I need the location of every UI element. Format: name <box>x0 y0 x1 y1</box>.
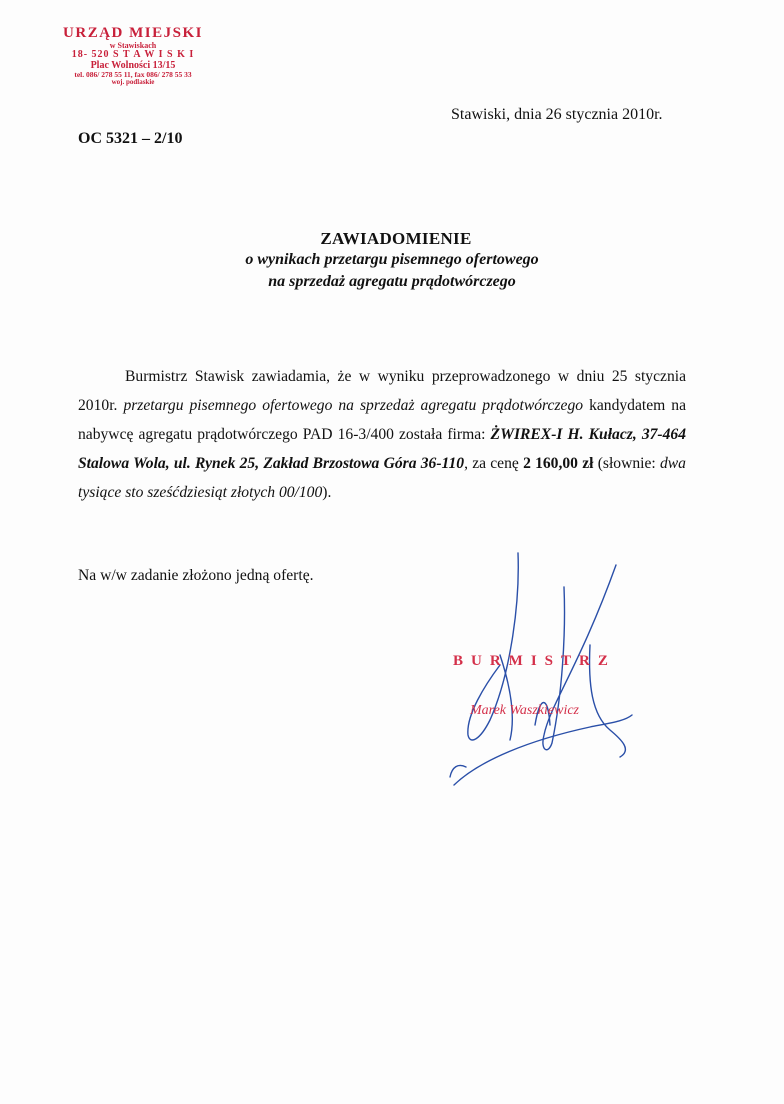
body-price: 2 160,00 zł <box>523 455 594 472</box>
body-price-words: dwa tysiące sto sześćdziesiąt złotych 00/100 <box>78 455 686 501</box>
stamp-location: w Stawiskach <box>109 40 157 50</box>
body-words-label: (słownie: <box>597 455 656 472</box>
document-title-block <box>0 229 784 293</box>
body-candidate: kandydatem na nabywcę agregatu prądotwórczego PAD 16-3/400 została firma: <box>78 397 687 443</box>
offer-note: Na w/w zadanie złożono jedną ofertę. <box>78 567 314 584</box>
document-subtitle-line2: na sprzedaż agregatu prądotwórczego <box>268 273 516 290</box>
body-tender-type: przetargu pisemnego ofertowego na sprzedaż agregatu prądotwórczego <box>123 397 584 414</box>
handwritten-signature <box>440 545 640 795</box>
document-title: ZAWIADOMIENIE <box>320 229 472 248</box>
notice-body <box>78 362 686 507</box>
document-subtitle-line1: o wynikach przetargu pisemnego ofertowego <box>245 251 539 268</box>
stamp-phone-fax: tel. 086/ 278 55 11, fax 086/ 278 55 33 <box>74 70 192 80</box>
office-stamp <box>28 26 238 86</box>
body-company: ŻWIREX-I H. Kułacz, 37-464 Stalowa Wola, ul. Rynek 25, Zakład Brzostowa Góra 36-110 <box>78 426 686 472</box>
body-intro: Burmistrz Stawisk zawiadamia, że w wyniku przeprowadzonego w dniu 25 stycznia 2010r. <box>78 368 686 414</box>
stamp-postal-code: 18- 520 S T A W I S K I <box>71 49 195 61</box>
stamp-office-name: URZĄD MIEJSKI <box>63 25 203 41</box>
body-end: ). <box>322 484 332 501</box>
reference-number: OC 5321 – 2/10 <box>78 130 183 147</box>
body-price-label: , za cenę <box>464 455 519 472</box>
mayor-name-stamp: Marek Waszkiewicz <box>470 703 579 718</box>
document-date: Stawiski, dnia 26 stycznia 2010r. <box>451 106 663 123</box>
stamp-voivodeship: woj. podlaskie <box>111 78 155 87</box>
stamp-address: Plac Wolności 13/15 <box>90 59 176 71</box>
mayor-title-stamp: BURMISTRZ <box>453 653 616 669</box>
